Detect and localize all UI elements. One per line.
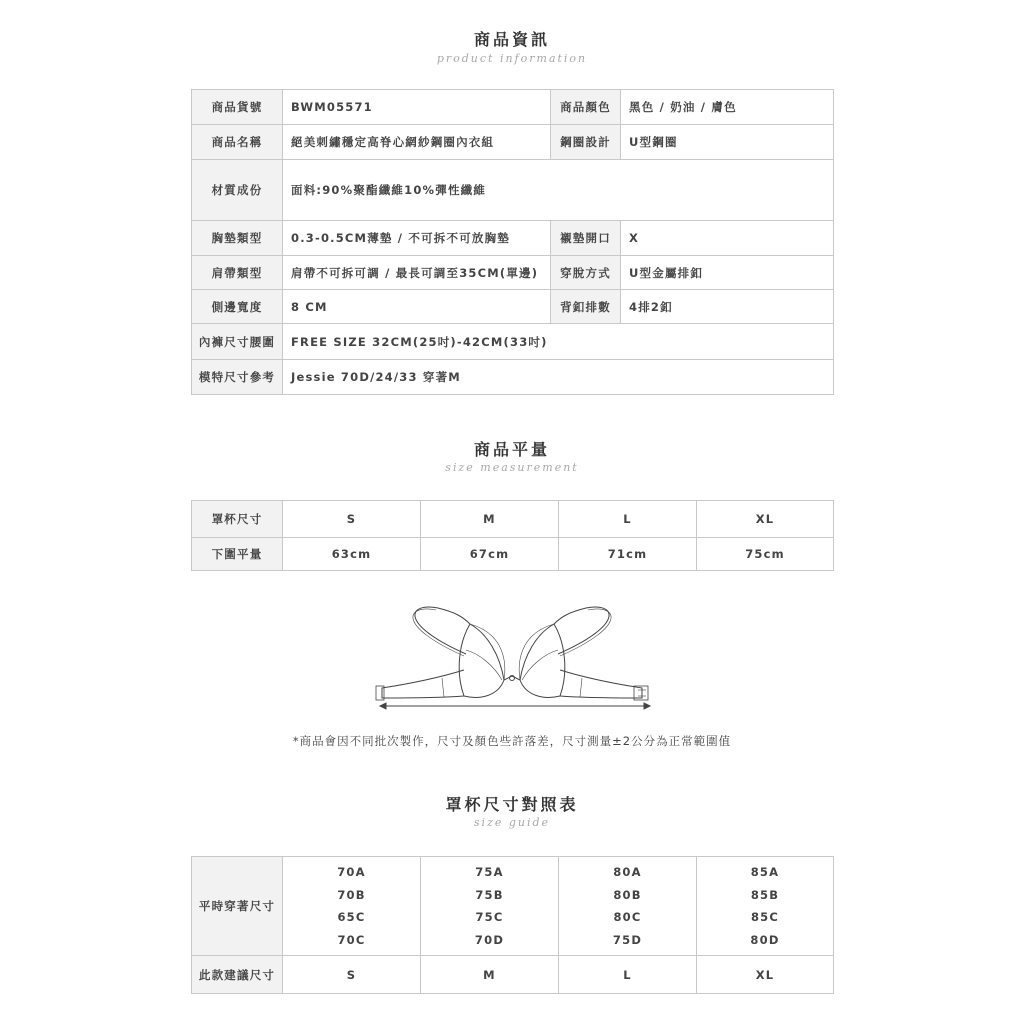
usual-size-list [697,857,834,956]
table-row [192,538,834,571]
value-color: 黑色 / 奶油 / 膚色 [621,90,834,125]
info-subtitle: product information [436,52,588,65]
table-row [192,221,834,256]
usual-size: 80B [613,887,642,902]
table-row [192,857,834,956]
size-guide-table [191,856,834,994]
measurement-note: *商品會因不同批次製作，尺寸及顏色些許落差，尺寸測量±2公分為正常範圍值 [292,734,732,748]
size-header: M [421,501,559,538]
table-row [192,956,834,994]
table-row [192,160,834,221]
usual-size: 75D [612,932,643,947]
usual-size: 70D [474,932,505,947]
usual-size: 75B [475,887,504,902]
table-row [192,90,834,125]
value-pad: 0.3-0.5CM薄墊 / 不可拆不可放胸墊 [283,221,551,256]
label-wire: 鋼圈設計 [551,125,621,160]
recommended-size: L [559,956,697,994]
recommended-size: XL [697,956,834,994]
usual-size: 75C [475,910,504,924]
recommended-size: M [421,956,559,994]
underbust-value: 63cm [283,538,421,571]
table-row [192,290,834,324]
size-header: L [559,501,697,538]
table-row [192,256,834,290]
measurement-table [191,500,834,571]
table-row [192,501,834,538]
cup-size-label: 罩杯尺寸 [192,501,283,538]
label-color: 商品顏色 [551,90,621,125]
usual-size: 85C [750,910,780,924]
label-name: 商品名稱 [192,125,283,160]
table-row [192,360,834,395]
size-header: XL [697,501,834,538]
usual-size: 70B [337,887,366,902]
value-side-width: 8 CM [283,290,551,324]
usual-size-list [283,857,421,956]
value-wire: U型鋼圈 [621,125,834,160]
bra-diagram-icon [368,604,656,714]
value-material: 面料:90%聚酯纖維10%彈性纖維 [283,160,834,221]
table-row [192,125,834,160]
value-panty-waist: FREE SIZE 32CM(25吋)-42CM(33吋) [283,324,834,360]
usual-size: 80D [750,932,780,947]
label-pad-opening: 襯墊開口 [551,221,621,256]
value-hook-rows: 4排2釦 [621,290,834,324]
value-name: 絕美刺繡穩定高脊心網紗鋼圈內衣組 [283,125,551,160]
value-sku: BWM05571 [283,90,551,125]
usual-size: 65C [337,910,366,924]
guide-title: 罩杯尺寸對照表 [445,795,579,814]
label-strap: 肩帶類型 [192,256,283,290]
recommended-size: S [283,956,421,994]
usual-size: 70A [337,865,366,879]
usual-size-list [421,857,559,956]
value-strap: 肩帶不可拆可調 / 最長可調至35CM(單邊) [283,256,551,290]
underbust-value: 67cm [421,538,559,571]
usual-size: 85B [750,887,780,902]
usual-size: 75A [475,865,504,879]
recommended-size-label: 此款建議尺寸 [192,956,283,994]
label-sku: 商品貨號 [192,90,283,125]
table-row [192,324,834,360]
info-title: 商品資訊 [473,30,550,49]
label-hook-rows: 背釦排數 [551,290,621,324]
usual-size: 85A [750,865,780,879]
underbust-value: 71cm [559,538,697,571]
usual-size: 70C [337,932,366,947]
underbust-value: 75cm [697,538,834,571]
product-info-table [191,89,834,395]
label-pad: 胸墊類型 [192,221,283,256]
value-model: Jessie 70D/24/33 穿著M [283,360,834,395]
usual-size: 80A [613,865,642,879]
usual-size: 80C [613,910,642,924]
value-pad-opening: X [621,221,834,256]
value-closure: U型金屬排釦 [621,256,834,290]
usual-size-list [559,857,697,956]
label-model: 模特尺寸參考 [192,360,283,395]
usual-size-label: 平時穿著尺寸 [192,857,283,956]
size-header: S [283,501,421,538]
underbust-label: 下圍平量 [192,538,283,571]
guide-subtitle: size guide [473,816,551,829]
label-closure: 穿脫方式 [551,256,621,290]
measure-title: 商品平量 [473,440,550,459]
label-panty-waist: 內褲尺寸腰圍 [192,324,283,360]
measure-subtitle: size measurement [445,461,579,474]
label-side-width: 側邊寬度 [192,290,283,324]
label-material: 材質成份 [192,160,283,221]
